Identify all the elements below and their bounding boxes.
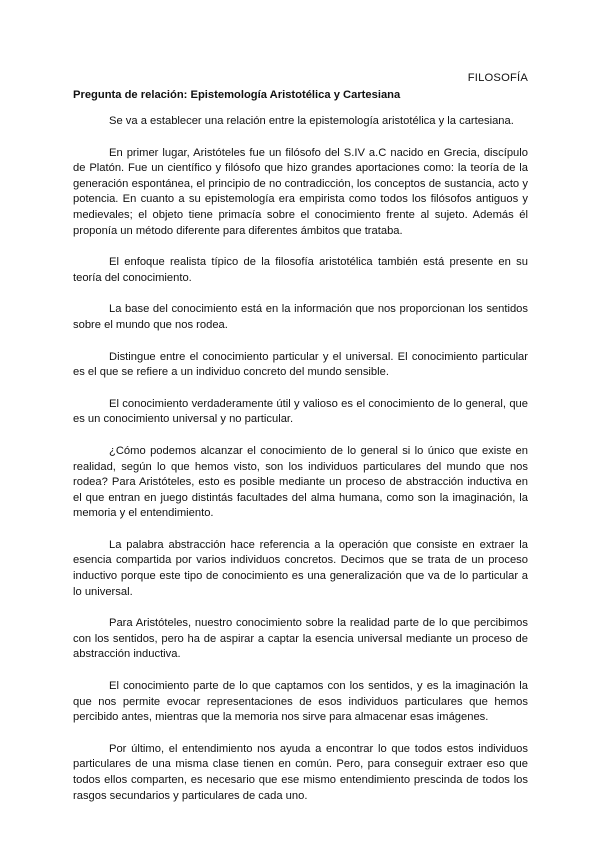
document-title: Pregunta de relación: Epistemología Aristotélica y Cartesiana bbox=[73, 89, 401, 101]
paragraph: Distingue entre el conocimiento particular y el universal. El conocimiento particular es el que se refiere a un individuo concreto del mundo sensible. bbox=[73, 350, 528, 379]
paragraph: La base del conocimiento está en la información que nos proporcionan los sentidos sobre el mundo que nos rodea. bbox=[73, 303, 528, 331]
paragraph: Por último, el entendimiento nos ayuda a encontrar lo que todos estos individuos particulares de una misma clase tienen en común. Pero, para conseguir extraer eso que todos ellos comparten, es necesario que ese mismo entendimiento prescinda de todos los rasgos secundarios y particulares de cada uno. bbox=[73, 742, 528, 802]
paragraph: El enfoque realista típico de la filosofía aristotélica también está presente en su teoría del conocimiento. bbox=[73, 256, 528, 284]
paragraph: El conocimiento parte de lo que captamos con los sentidos, y es la imaginación la que nos permite evocar representaciones de esos individuos particulares que hemos percibido antes, mientras que la memoria nos sirve para almacenar esas imágenes. bbox=[73, 680, 528, 724]
paragraph: El conocimiento verdaderamente útil y valioso es el conocimiento de lo general, que es un conocimiento universal y no particular. bbox=[73, 397, 528, 426]
paragraph: En primer lugar, Aristóteles fue un filósofo del S.IV a.C nacido en Grecia, discípulo de Platón. Fue un científico y filósofo que hizo grandes aportaciones como: la teoría de la generación espontánea, el principio de no contradicción, los conceptos de sustancia, acto y potencia. En cuanto a su epistemología era empirista como todos los filósofos antiguos y medievales; el objeto tiene primacía sobre el conocimiento frente al sujeto. Además él proponía un método diferente para diferentes ámbitos que trataba. bbox=[73, 146, 528, 237]
paragraph: La palabra abstracción hace referencia a la operación que consiste en extraer la esencia compartida por varios individuos concretos. Decimos que se trata de un proceso inductivo porque este tipo de conocimiento es una generalización que va de lo particular a lo universal. bbox=[73, 538, 528, 598]
subject-header: FILOSOFÍA bbox=[467, 72, 528, 84]
document-body bbox=[73, 114, 528, 820]
paragraph: Se va a establecer una relación entre la epistemología aristotélica y la cartesiana. bbox=[109, 115, 514, 127]
paragraph: Para Aristóteles, nuestro conocimiento sobre la realidad parte de lo que percibimos con los sentidos, pero ha de aspirar a captar la esencia universal mediante un proceso de abstracción inductiva. bbox=[73, 617, 528, 661]
paragraph: ¿Cómo podemos alcanzar el conocimiento de lo general si lo único que existe en realidad, según lo que hemos visto, son los individuos particulares del mundo que nos rodea? Para Aristóteles, esto es posible mediante un proceso de abstracción inductiva en el que entran en juego distintás facultades del alma humana, como son la imaginación, la memoria y el entendimiento. bbox=[73, 444, 528, 520]
